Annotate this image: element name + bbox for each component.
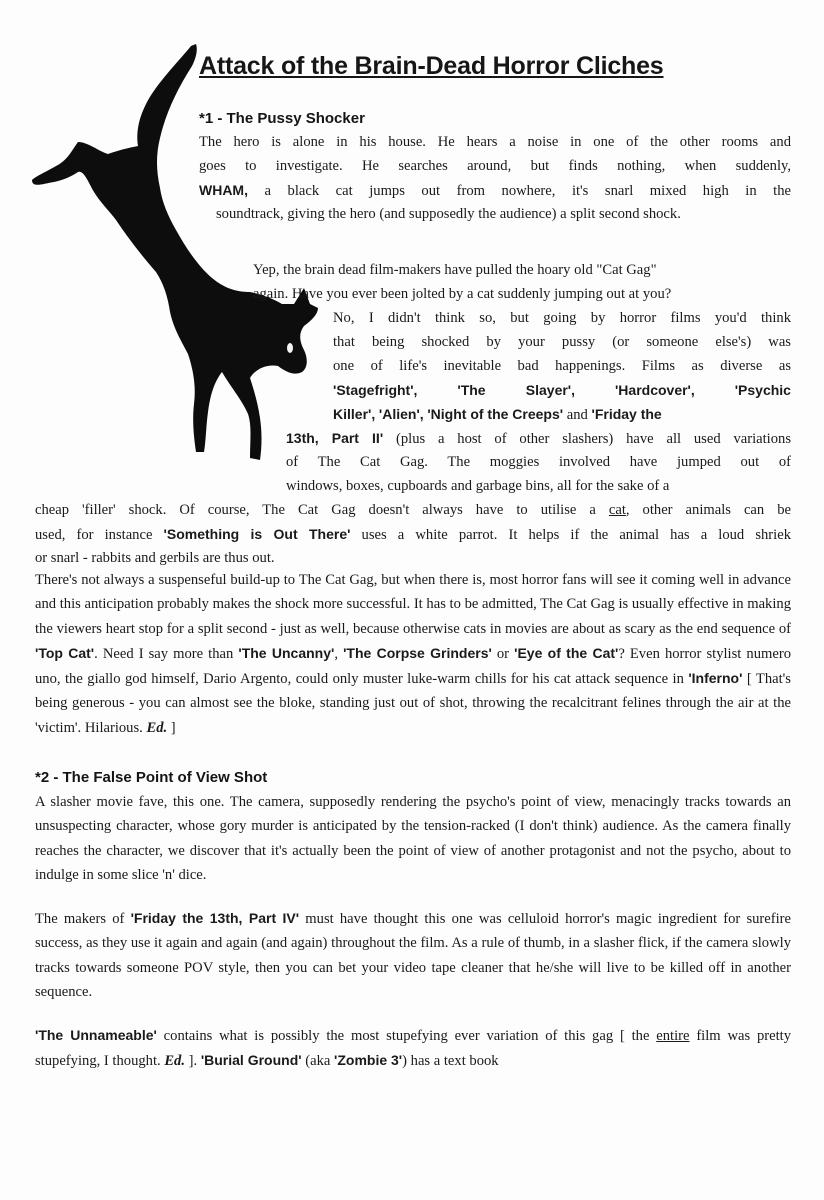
text-line — [333, 378, 791, 403]
film-title: 'Eye of the Cat' — [514, 644, 619, 661]
text-line — [286, 426, 791, 451]
section2-paragraph-1: A slasher movie fave, this one. The camera, supposedly rendering the psycho's point of view, menacingly tracks towards an unsuspecting character, whose gory murder is anticipated by the tension-racked (I don't think) audience. As the camera finally reaches the character, we discover that it's actually been the point of view of another protagonist and not the psycho, about to indulge in some slice 'n' dice. — [35, 794, 791, 883]
film-title: 'Something is Out There' — [163, 526, 351, 542]
section-heading-false-pov: *2 - The False Point of View Shot — [35, 769, 268, 786]
section2-paragraph-2 — [35, 906, 791, 1004]
text-span: (aka — [301, 1053, 335, 1070]
text-span: contains what is possibly the most stupefying ever variation of this gag [ the — [156, 1028, 657, 1044]
text-span: uses a white parrot. It helps if the animal has a loud shriek — [350, 527, 791, 543]
text-line: No, I didn't think so, but going by horror films you'd think — [333, 310, 791, 326]
underlined-text: cat — [608, 502, 626, 518]
text-span: ? Even horror stylist numero uno, the giallo god himself, Dario Argento, could only muster luke-warm chills for his cat attack sequence in — [35, 645, 791, 688]
film-title: 'Zombie 3' — [334, 1052, 403, 1069]
text-line: goes to investigate. He searches around, but finds nothing, when suddenly, — [199, 158, 791, 174]
film-title: 'Night of the Creeps' — [427, 406, 564, 422]
film-title: 'Stagefright', — [333, 382, 418, 398]
film-title: 'Friday the 13th, Part IV' — [130, 910, 300, 926]
text-line: windows, boxes, cupboards and garbage bins, all for the sake of a — [286, 478, 670, 494]
film-title: Killer', — [333, 406, 376, 422]
text-line: that being shocked by your pussy (or someone else's) was — [333, 334, 791, 350]
film-title: 'The Uncanny' — [238, 644, 335, 661]
text-line: one of life's inevitable bad happenings. Films as diverse as — [333, 358, 791, 374]
film-title: 'Psychic — [734, 382, 791, 398]
text-line: of The Cat Gag. The moggies involved have jumped out of — [286, 454, 791, 470]
text-span: a black cat jumps out from nowhere, it's snarl mixed high in the — [248, 183, 791, 199]
text-line — [199, 178, 791, 203]
film-title: 'The Corpse Grinders' — [343, 644, 492, 661]
text-span: [ That's being generous - you can almost see the bloke, standing just out of shot, throwing the recalcitrant felines through the air at the 'victim'. Hilarious. — [35, 671, 791, 736]
underlined-text: entire — [656, 1028, 690, 1044]
film-title: 'Hardcover', — [614, 382, 695, 398]
text-line: soundtrack, giving the hero (and supposedly the audience) a split second shock. — [216, 206, 681, 222]
text-line: again. Have you ever been jolted by a cat suddenly jumping out at you? — [253, 286, 672, 302]
text-line: The hero is alone in his house. He hears a noise in one of the other rooms and — [199, 134, 791, 150]
text-span: and — [563, 407, 592, 423]
editor-note: Ed. — [164, 1053, 185, 1070]
section1-paragraph-3 — [35, 568, 791, 740]
text-span: or — [491, 645, 515, 662]
text-line — [35, 498, 791, 522]
cat-silhouette — [32, 44, 318, 460]
text-line — [35, 522, 791, 547]
film-title: 'Top Cat' — [35, 644, 95, 661]
article-title: Attack of the Brain-Dead Horror Cliches — [199, 52, 664, 80]
film-title: 'Alien', — [378, 406, 424, 422]
film-title: 'Burial Ground' — [200, 1052, 302, 1069]
text-span: , — [334, 645, 344, 662]
film-title: 13th, Part II' — [286, 430, 384, 446]
text-span: The makers of — [35, 911, 131, 927]
text-line: Yep, the brain dead film-makers have pulled the hoary old "Cat Gag" — [253, 262, 657, 278]
text-span: . Need I say more than — [94, 645, 239, 662]
film-title: 'The Unnameable' — [35, 1027, 157, 1043]
film-title: 'The Slayer', — [457, 382, 576, 398]
film-title: 'Friday the — [591, 406, 662, 422]
section-heading-pussy-shocker: *1 - The Pussy Shocker — [199, 110, 365, 127]
text-span: ] — [167, 719, 176, 736]
text-span: There's not always a suspenseful build-up to The Cat Gag, but when there is, most horror fans will see it coming well in advance and this anticipation probably makes the shock more successful. It has to be admitted, The Cat Gag is usually effective in making the viewers heart stop for a split second - just as well, because otherwise cats in movies are about as scary as the end sequence of — [35, 572, 791, 637]
film-title: 'Inferno' — [688, 670, 743, 687]
black-cat-illustration — [28, 42, 328, 472]
text-line: or snarl - rabbits and gerbils are thus out. — [35, 550, 275, 566]
text-span: (plus a host of other slashers) have all used variations — [383, 431, 791, 447]
editor-note: Ed. — [146, 719, 168, 736]
cat-eye — [287, 343, 293, 353]
text-span: must have thought this one was celluloid horror's magic ingredient for surefire success, as they use it again and again (and again) throughout the film. As a rule of thumb, in a slasher flick, if the camera slowly tracks towards someone POV style, then you can bet your video tape cleaner that he/she will live to be killed off in another sequence. — [35, 911, 792, 1000]
text-span: ) has a text book — [402, 1053, 499, 1070]
text-span: cheap 'filler' shock. Of course, The Cat Gag doesn't always have to utilise a — [35, 502, 609, 518]
text-span: ]. — [185, 1053, 201, 1070]
text-span: film was pretty stupefying, I thought. — [35, 1028, 791, 1070]
text-span: , other animals can be — [625, 502, 791, 518]
bold-text: WHAM, — [199, 182, 248, 198]
text-span: used, for instance — [35, 527, 164, 543]
section2-paragraph-3 — [35, 1023, 791, 1074]
text-line — [333, 402, 662, 427]
